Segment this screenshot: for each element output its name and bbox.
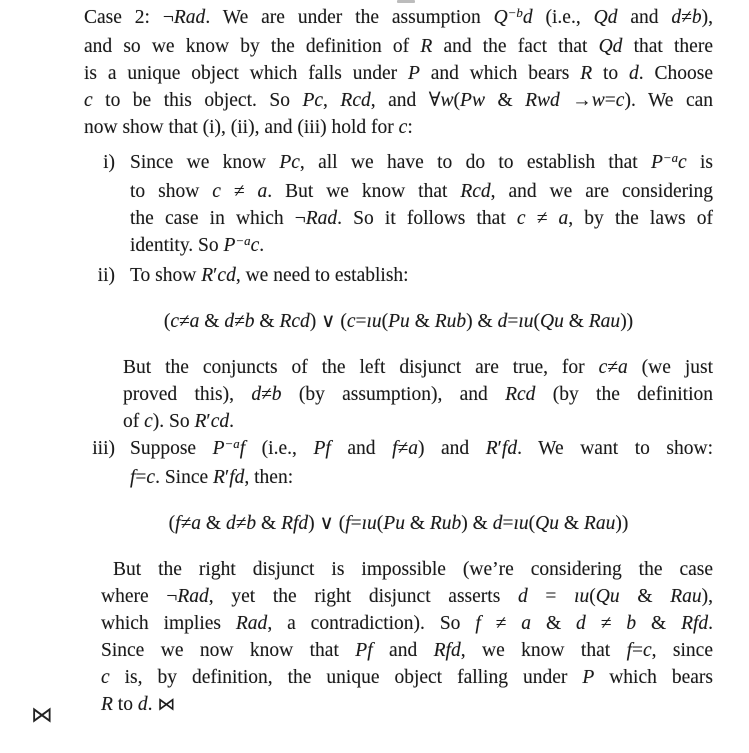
text-run: ıu: [518, 311, 534, 332]
text-run: Rad: [173, 7, 206, 28]
text-line: [101, 691, 713, 718]
text-run: P: [582, 667, 595, 688]
text-run: Suppose: [130, 438, 213, 459]
text-run: :: [407, 117, 413, 138]
text-line: [130, 232, 713, 261]
text-run: Rwd: [525, 90, 560, 111]
text-run: Qu: [595, 586, 620, 607]
text-run: Q: [493, 7, 508, 28]
text-run: ıu: [513, 513, 529, 534]
text-run: d: [576, 613, 586, 634]
text-run: c: [170, 311, 179, 332]
text-run: =: [350, 513, 362, 534]
text-run: d: [492, 513, 503, 534]
text-run: now show that (i), (ii), and (iii) hold for: [84, 117, 399, 138]
text-run: .: [259, 235, 265, 256]
text-run: , yet the right disjunct asserts: [208, 586, 518, 607]
text-run: &: [558, 513, 584, 534]
text-run: (i.e.,: [532, 7, 594, 28]
text-run: d: [497, 311, 508, 332]
proof-item-i: [84, 149, 713, 261]
text-run: &: [484, 90, 526, 111]
text-run: ≠: [681, 7, 692, 28]
text-run: c: [516, 208, 526, 229]
text-run: fd: [501, 438, 518, 459]
text-run: ),: [701, 7, 713, 28]
text-run: b: [244, 311, 255, 332]
text-run: f: [239, 438, 246, 459]
item-body: [130, 149, 713, 261]
text-run: d: [629, 63, 639, 84]
text-run: . Since: [155, 467, 214, 488]
text-run: d: [224, 311, 235, 332]
text-run: Rub: [429, 513, 462, 534]
text-run: .: [708, 613, 714, 634]
display-formula: [84, 510, 713, 537]
text-run: Since we know: [130, 152, 280, 173]
text-run: , then:: [244, 467, 294, 488]
text-run: Rad: [177, 586, 209, 607]
text-run: But the right disjunct is impossible (we’re considering the case: [113, 559, 713, 580]
text-line: [84, 33, 713, 60]
text-run: a: [408, 438, 418, 459]
text-run: ≠: [525, 208, 559, 229]
item-body: [123, 262, 714, 435]
text-run: c: [398, 117, 408, 138]
text-run: ,: [323, 90, 341, 111]
text-run: and: [330, 438, 393, 459]
text-run: −b: [507, 6, 523, 21]
text-run: (: [381, 311, 389, 332]
text-run: −a: [662, 151, 679, 166]
text-run: ),: [701, 586, 713, 607]
text-run: Case 2: ¬: [84, 7, 174, 28]
text-run: ≠: [585, 613, 627, 634]
text-run: . But we know that: [267, 181, 461, 202]
text-run: (: [453, 90, 461, 111]
text-run: b: [271, 384, 282, 405]
text-run: , since: [651, 640, 713, 661]
item-paragraph: [123, 354, 713, 435]
item-paragraph: [130, 435, 713, 491]
item-label: iii): [92, 438, 115, 459]
text-run: that there: [622, 36, 713, 57]
text-run: ′: [213, 265, 218, 286]
text-run: . We are under the assumption: [205, 7, 494, 28]
text-run: &: [404, 513, 430, 534]
text-run: and so we know by the definition of: [84, 36, 421, 57]
text-run: the case in which ¬: [130, 208, 306, 229]
text-line: [130, 435, 713, 464]
text-run: (: [589, 586, 596, 607]
text-run: d: [225, 513, 236, 534]
text-line: [101, 556, 713, 583]
text-run: P: [212, 438, 225, 459]
text-run: Pf: [313, 438, 331, 459]
text-run: To show: [130, 265, 202, 286]
text-run: )): [615, 513, 629, 534]
proof-item-ii: [84, 262, 713, 435]
text-run: Rcd: [505, 384, 536, 405]
text-run: a: [617, 357, 628, 378]
case2-paragraph: [84, 4, 713, 141]
text-run: f: [392, 438, 398, 459]
text-run: Rau: [583, 513, 616, 534]
text-run: of: [123, 411, 145, 432]
text-run: .: [147, 694, 158, 715]
text-run: c: [144, 411, 153, 432]
text-run: But the conjuncts of the left disjunct are true, for: [123, 357, 599, 378]
text-run: =: [604, 90, 616, 111]
text-run: is, by definition, the unique object falling under: [109, 667, 583, 688]
text-run: cd: [210, 411, 230, 432]
text-run: =: [355, 311, 367, 332]
text-run: ıu: [361, 513, 377, 534]
text-run: , a contradiction). So: [267, 613, 476, 634]
text-line: [130, 262, 713, 289]
text-run: ⋈: [157, 694, 176, 715]
text-run: ) ∨ (: [309, 311, 347, 332]
text-run: Since we now know that: [101, 640, 356, 661]
text-run: =: [507, 311, 519, 332]
text-run: ) and: [417, 438, 486, 459]
text-run: ). So: [152, 411, 195, 432]
text-line: [84, 114, 713, 141]
end-of-proof-icon: ⋈: [31, 703, 53, 728]
text-run: R: [201, 265, 214, 286]
text-run: Pc: [279, 152, 300, 173]
text-run: to: [592, 63, 630, 84]
text-run: Rad: [235, 613, 268, 634]
text-line: [84, 4, 713, 33]
text-run: &: [636, 613, 682, 634]
text-block: [84, 4, 713, 718]
text-run: &: [409, 311, 435, 332]
text-run: ) &: [466, 311, 498, 332]
text-run: ≠: [235, 513, 247, 534]
text-run: →: [559, 90, 592, 111]
text-run: Qd: [593, 7, 618, 28]
display-formula: [84, 308, 713, 335]
text-run: is: [686, 152, 713, 173]
text-run: , we know that: [460, 640, 627, 661]
text-run: b: [626, 613, 637, 634]
text-run: (we just: [627, 357, 714, 378]
text-run: c: [212, 181, 221, 202]
text-run: where ¬: [101, 586, 178, 607]
text-run: proved this),: [123, 384, 252, 405]
text-run: is a unique object which falls under: [84, 63, 408, 84]
text-run: , we need to establish:: [235, 265, 409, 286]
text-line: [130, 149, 713, 178]
text-run: P: [650, 152, 663, 173]
text-run: ≠: [220, 181, 258, 202]
text-run: f: [475, 613, 481, 634]
text-run: .: [229, 411, 234, 432]
text-run: R: [485, 438, 498, 459]
text-run: ′: [206, 411, 211, 432]
text-line: [130, 464, 713, 491]
text-run: &: [619, 586, 671, 607]
text-line: [123, 354, 713, 381]
text-line: [101, 664, 713, 691]
text-run: c: [101, 667, 110, 688]
text-run: (: [528, 513, 536, 534]
text-run: . Choose: [638, 63, 714, 84]
text-run: Rcd: [340, 90, 371, 111]
text-run: a: [558, 208, 569, 229]
proof-item-list: [84, 149, 713, 718]
text-run: f: [626, 640, 632, 661]
text-run: Rau: [588, 311, 621, 332]
text-run: c: [598, 357, 608, 378]
text-run: &: [254, 311, 280, 332]
text-run: ′: [224, 467, 230, 488]
text-run: (: [533, 311, 540, 332]
text-run: ′: [497, 438, 502, 459]
text-run: cd: [217, 265, 236, 286]
text-line: [84, 87, 713, 114]
text-run: (by assumption), and: [281, 384, 506, 405]
text-run: Pu: [383, 513, 405, 534]
text-run: a: [191, 513, 202, 534]
text-line: [123, 408, 713, 435]
item-paragraph: [130, 262, 713, 289]
text-line: [84, 60, 713, 87]
item-paragraph: [101, 556, 713, 718]
text-run: to be this object. So: [92, 90, 303, 111]
text-run: c: [250, 235, 260, 256]
text-run: w: [591, 90, 605, 111]
text-run: (: [376, 513, 384, 534]
text-run: a: [521, 613, 532, 634]
item-paragraph: [130, 149, 713, 261]
text-run: Rcd: [279, 311, 310, 332]
text-run: =: [502, 513, 514, 534]
text-run: −a: [235, 234, 251, 249]
text-run: ) ∨ (: [308, 513, 346, 534]
text-run: d: [671, 7, 682, 28]
text-run: f: [175, 513, 181, 534]
text-run: Rfd: [281, 513, 309, 534]
text-run: Qu: [540, 311, 564, 332]
text-run: =: [135, 467, 147, 488]
text-run: and: [617, 7, 672, 28]
text-run: b: [691, 7, 702, 28]
text-run: ≠: [261, 384, 272, 405]
text-run: d: [517, 586, 528, 607]
text-line: [130, 178, 713, 205]
text-run: f: [345, 513, 351, 534]
text-run: R: [580, 63, 593, 84]
text-run: which implies: [101, 613, 236, 634]
text-run: and which bears: [419, 63, 581, 84]
text-run: ıu: [574, 586, 590, 607]
text-run: Qu: [535, 513, 559, 534]
proof-item-iii: [84, 435, 713, 718]
text-run: (i.e.,: [245, 438, 314, 459]
text-run: f: [130, 467, 136, 488]
text-run: and the fact that: [432, 36, 599, 57]
text-line: [123, 381, 713, 408]
text-run: d: [137, 694, 148, 715]
text-run: . We want to show:: [517, 438, 714, 459]
text-run: c: [678, 152, 687, 173]
text-run: c: [615, 90, 625, 111]
text-run: , and ∀: [370, 90, 441, 111]
text-run: Rfd: [681, 613, 709, 634]
text-run: c: [346, 311, 356, 332]
text-run: d: [522, 7, 533, 28]
text-run: Pw: [460, 90, 485, 111]
text-run: . So it follows that: [337, 208, 517, 229]
text-line: [101, 610, 713, 637]
text-run: Rad: [305, 208, 338, 229]
text-run: identity. So: [130, 235, 224, 256]
text-run: R: [101, 694, 113, 715]
text-run: Rfd: [433, 640, 461, 661]
text-run: , by the laws of: [568, 208, 714, 229]
text-run: d: [251, 384, 262, 405]
text-run: to show: [130, 181, 213, 202]
text-run: (by the definition: [535, 384, 713, 405]
text-run: ıu: [366, 311, 382, 332]
text-line: [101, 637, 713, 664]
text-run: −a: [224, 437, 240, 452]
text-run: Rau: [670, 586, 702, 607]
text-run: w: [440, 90, 454, 111]
text-run: ). We can: [624, 90, 714, 111]
text-run: Rub: [434, 311, 467, 332]
text-run: P: [407, 63, 420, 84]
text-run: &: [256, 513, 282, 534]
text-run: Pu: [388, 311, 410, 332]
text-run: =: [527, 586, 575, 607]
text-run: c: [642, 640, 652, 661]
text-run: which bears: [594, 667, 713, 688]
item-label: i): [103, 152, 115, 173]
text-run: )): [620, 311, 634, 332]
text-run: &: [531, 613, 577, 634]
text-run: ) &: [461, 513, 493, 534]
text-run: &: [199, 311, 225, 332]
text-run: b: [246, 513, 257, 534]
text-run: R: [194, 411, 207, 432]
text-run: ≠: [480, 613, 522, 634]
text-run: fd: [229, 467, 245, 488]
text-line: [101, 583, 713, 610]
item-label: ii): [97, 265, 115, 286]
text-run: ≠: [397, 438, 409, 459]
text-line: [130, 205, 713, 232]
text-run: , all we have to do to establish that: [299, 152, 651, 173]
text-run: &: [563, 311, 589, 332]
text-run: R: [213, 467, 225, 488]
text-run: a: [257, 181, 268, 202]
text-run: c: [146, 467, 156, 488]
text-run: Rcd: [460, 181, 491, 202]
text-run: ≠: [234, 311, 245, 332]
text-run: Pf: [355, 640, 373, 661]
text-run: =: [631, 640, 643, 661]
text-run: a: [189, 311, 200, 332]
text-run: , and we are considering: [490, 181, 714, 202]
text-run: (: [163, 311, 171, 332]
text-run: ≠: [180, 513, 192, 534]
text-run: &: [201, 513, 226, 534]
scan-artifact: [397, 0, 415, 3]
text-run: R: [420, 36, 433, 57]
text-run: (: [168, 513, 176, 534]
text-run: to: [112, 694, 138, 715]
text-run: ≠: [178, 311, 190, 332]
text-run: Qd: [598, 36, 623, 57]
text-run: Pc: [302, 90, 324, 111]
text-run: P: [223, 235, 236, 256]
text-run: c: [84, 90, 93, 111]
text-run: and: [372, 640, 434, 661]
text-run: ≠: [607, 357, 618, 378]
